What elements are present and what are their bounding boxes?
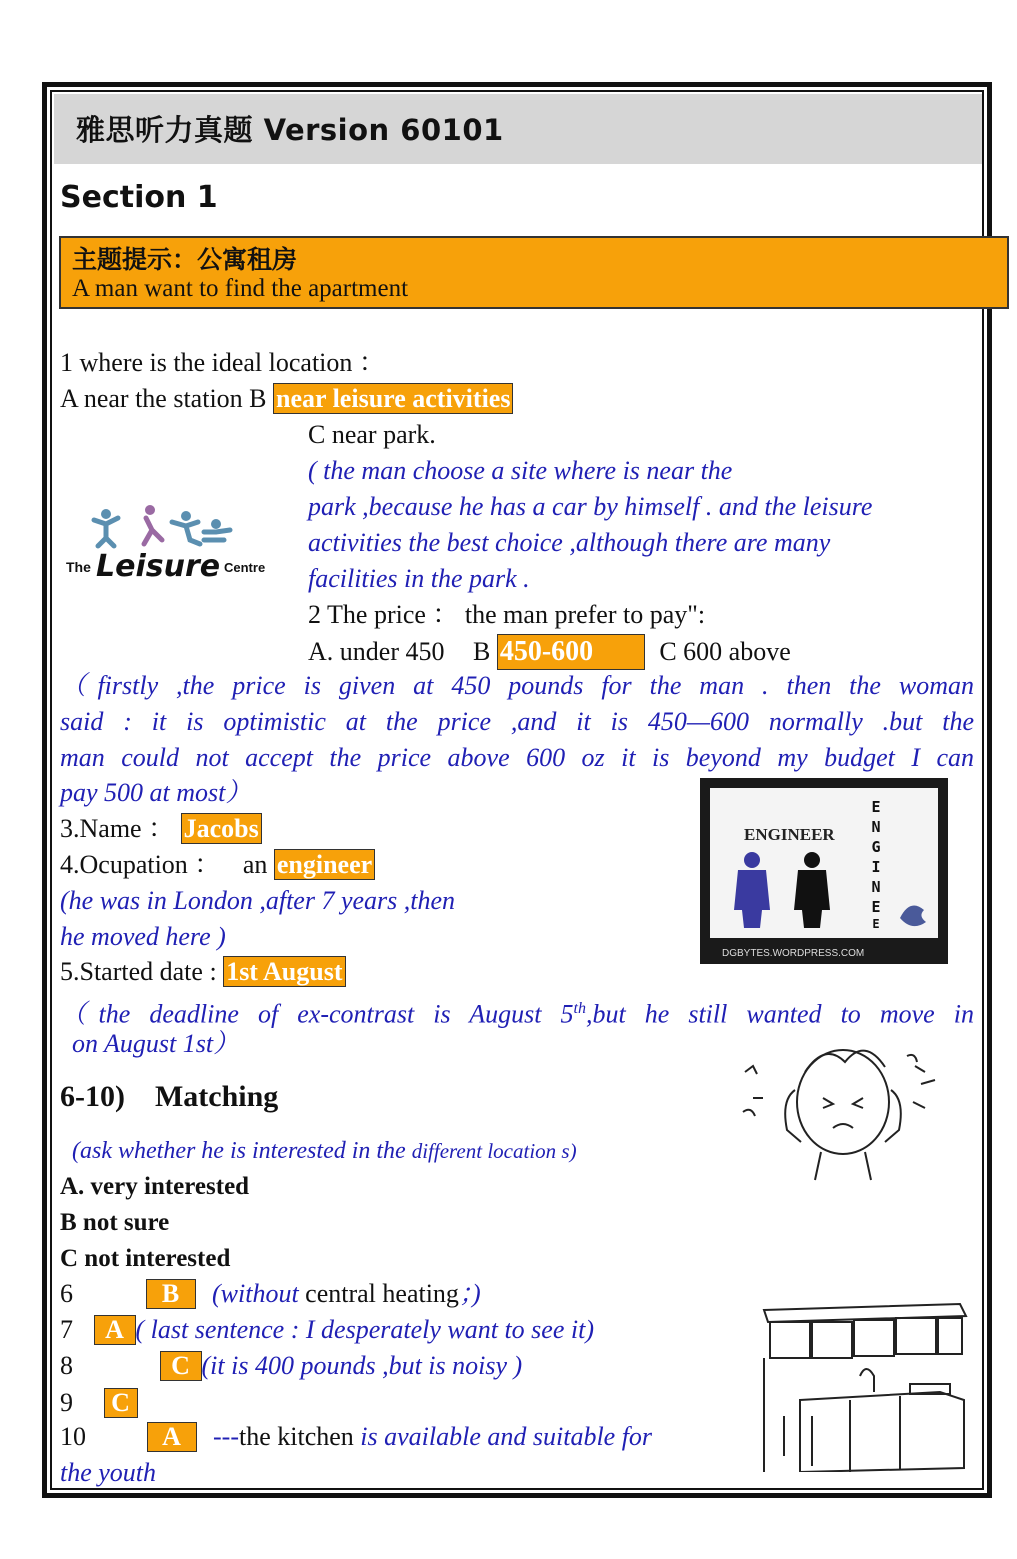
matching-option-b: B not sure (60, 1209, 170, 1236)
matching-note-a: (ask whether he is interested in the (72, 1138, 412, 1164)
matching-note-b: different location s) (411, 1139, 577, 1163)
item-number: 9 (60, 1388, 73, 1417)
svg-text:G: G (871, 838, 881, 856)
q3-label: 3.Name ： (60, 814, 175, 843)
topic-english: A man want to find the apartment (72, 275, 409, 302)
item-number: 7 (60, 1315, 73, 1344)
svg-text:E: E (871, 898, 881, 916)
matching-option-c: C not interested (60, 1245, 231, 1272)
matching-last-line: the youth (60, 1458, 157, 1487)
engineer-caption: ENGINEER (744, 825, 835, 844)
q1-note-1: ( the man choose a site where is near the (308, 456, 733, 485)
q3-line (60, 812, 262, 846)
engineer-image (700, 778, 948, 964)
matching-item-8 (60, 1349, 522, 1383)
logo-centre-text: Centre (224, 560, 266, 575)
item-note: is available and suitable for (353, 1422, 653, 1451)
noise-cartoon-image (735, 1032, 945, 1182)
q5-note-start: （the deadline of ex-contrast is August 5 (60, 999, 574, 1029)
section-heading: Section 1 (60, 180, 218, 215)
matching-item-7 (60, 1313, 594, 1347)
q4-label: 4.Ocupation ： (60, 850, 221, 879)
item-answer: A (94, 1315, 136, 1345)
q1-note-2: park ,because he has a car by himself . and the leisure (308, 492, 873, 521)
page-title: 雅思听力真题 Version 60101 (76, 113, 504, 147)
item-note: ( last sentence : I desperately want to see it) (135, 1315, 594, 1344)
item-number: 8 (60, 1351, 73, 1380)
item-note: (it is 400 pounds ,but is noisy ) (201, 1351, 523, 1380)
engineer-footer: DGBYTES.WORDPRESS.COM (722, 948, 865, 959)
q4-note-1: (he was in London ,after 7 years ,then (60, 886, 456, 915)
q4-note-2: he moved here ) (60, 922, 226, 951)
q5-note-sup: th (573, 1000, 586, 1017)
matching-item-10 (60, 1420, 652, 1454)
leisure-centre-logo (66, 500, 276, 584)
matching-option-a: A. very interested (60, 1173, 250, 1200)
q2-option-b: B (472, 637, 491, 666)
q5-answer: 1st August (223, 956, 345, 987)
matching-title: 6-10) Matching (60, 1080, 279, 1113)
item-dash: --- (213, 1422, 239, 1451)
matching-item-6 (60, 1277, 481, 1311)
q1-note-4: facilities in the park . (308, 564, 530, 593)
q1-option-a: A near the station B (60, 384, 267, 413)
svg-text:E: E (872, 917, 880, 931)
q3-answer: Jacobs (181, 813, 262, 844)
item-note-plain: the kitchen (238, 1422, 354, 1451)
q2-note-2: said : it is optimistic at the price ,and it is 450—600 normally .but the (60, 707, 974, 736)
q2-note-1: （firstly ,the price is given at 450 pounds for the man . then the woman (60, 671, 974, 700)
item-answer: B (146, 1279, 196, 1309)
q2-question: 2 The price ： the man prefer to pay": (308, 600, 706, 629)
q2-option-c: C 600 above (659, 637, 791, 666)
q1-answer: near leisure activities (273, 383, 513, 414)
q2-note-3: man could not accept the price above 600 oz it is beyond my budget I can (60, 743, 974, 772)
q4-article: an (242, 850, 268, 879)
svg-text:E: E (871, 798, 881, 816)
q5-label: 5.Started date : (60, 957, 217, 986)
q2-option-a: A. under 450 (308, 637, 445, 666)
item-answer: C (160, 1351, 202, 1381)
kitchen-drawing-image (760, 1296, 970, 1472)
topic-chinese: 主题提示：公寓租房 (72, 245, 298, 274)
item-answer: A (147, 1422, 197, 1452)
q5-line (60, 955, 346, 989)
svg-text:N: N (871, 878, 881, 896)
q1-note-3: activities the best choice ,although there are many (308, 528, 831, 557)
q1-question: 1 where is the ideal location ： (60, 348, 385, 377)
svg-text:I: I (871, 858, 881, 876)
logo-the-text: The (66, 559, 91, 575)
item-note-plain: central heating (305, 1279, 459, 1308)
q2-note-4: pay 500 at most） (60, 778, 252, 807)
q2-answer: 450-600 (497, 634, 645, 670)
item-answer: C (104, 1388, 138, 1418)
svg-text:N: N (871, 818, 881, 836)
matching-note (72, 1134, 577, 1168)
matching-item-9 (60, 1386, 138, 1420)
logo-leisure-text: Leisure (96, 549, 221, 584)
item-number: 6 (60, 1279, 73, 1308)
item-note-post: ；) (458, 1279, 481, 1308)
item-number: 10 (60, 1422, 86, 1451)
q4-answer: engineer (274, 849, 375, 880)
item-note-pre: (without (212, 1279, 306, 1308)
q5-note-end: ,but he still wanted to move in (585, 999, 974, 1029)
q4-line (60, 848, 375, 882)
q5-note-2: on August 1st） (72, 1029, 240, 1058)
q2-options-line (308, 634, 791, 670)
q1-options-line (60, 382, 513, 416)
q1-option-c: C near park. (308, 420, 436, 449)
